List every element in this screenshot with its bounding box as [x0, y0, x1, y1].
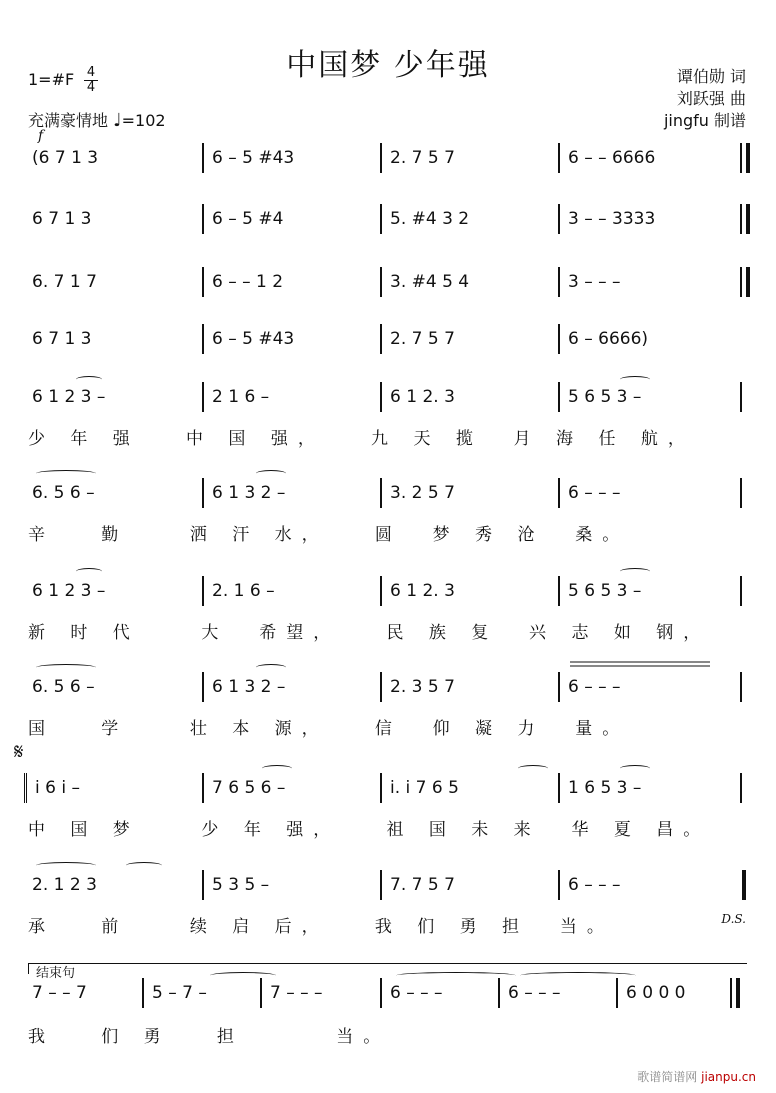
slur	[36, 862, 96, 869]
slur	[76, 376, 102, 383]
quarter-note-icon: ♩	[113, 110, 122, 131]
music-row-1	[24, 143, 750, 173]
dal-segno-mark: D.S.	[721, 912, 746, 926]
song-title: 中国梦 少年强	[286, 48, 490, 83]
barline	[740, 267, 750, 297]
slur	[210, 972, 276, 979]
measure: 5. #4 3 2	[380, 204, 558, 234]
measure: 6 1 3 2 –	[202, 478, 380, 508]
measure: 3 – – 3333	[558, 204, 734, 234]
barline	[740, 382, 742, 412]
ending-bracket	[28, 963, 747, 974]
tie-line	[570, 660, 710, 670]
measure: 3. #4 5 4	[380, 267, 558, 297]
watermark	[637, 1068, 756, 1085]
music-row-11	[24, 978, 740, 1008]
measure: 6 – – 1 2	[202, 267, 380, 297]
composer-credit: 刘跃强 曲	[676, 89, 746, 108]
watermark-site: 歌谱简谱网	[637, 1070, 698, 1084]
slur	[620, 765, 650, 772]
measure: 5 6 5 3 –	[558, 382, 734, 412]
slur	[396, 972, 516, 979]
lyric-line-7: 我 们 勇 担 当。	[28, 1027, 391, 1047]
key-signature: 1=#F	[28, 70, 75, 89]
measure: 6 – – –	[558, 478, 734, 508]
barline	[740, 672, 742, 702]
lyric-line-3: 新 时 代 大 希望， 民 族 复 兴 志 如 钢，	[28, 623, 711, 643]
slur	[126, 862, 162, 869]
measure: 6 1 2 3 –	[32, 387, 106, 407]
slur	[620, 376, 650, 383]
measure: 6 – 5 #43	[202, 324, 380, 354]
dynamic-marking: f	[38, 128, 44, 144]
time-signature-bottom: 4	[84, 80, 98, 95]
transcriber-credit: jingfu 制谱	[663, 111, 746, 130]
repeat-end-barline	[732, 870, 746, 900]
watermark-url: jianpu.cn	[701, 1070, 756, 1084]
measure: 7 – – –	[260, 978, 380, 1008]
measure: 6 7 1 3	[32, 329, 92, 349]
music-row-7	[24, 576, 742, 606]
measure: (6 7 1 3	[32, 148, 99, 168]
measure: 6 1 2. 3	[380, 382, 558, 412]
barline	[740, 576, 742, 606]
barline	[740, 478, 742, 508]
music-row-2	[24, 204, 750, 234]
measure: 5 6 5 3 –	[558, 576, 734, 606]
slur	[256, 470, 286, 477]
measure: 2. 7 5 7	[380, 143, 558, 173]
music-row-10	[24, 870, 746, 900]
measure: 6. 5 6 –	[32, 677, 95, 697]
lyric-line-4: 国 学 壮 本 源， 信 仰 凝 力 量。	[28, 719, 630, 739]
music-row-9	[24, 773, 742, 803]
lyric-line-5: 中 国 梦 少 年 强， 祖 国 未 来 华 夏 昌。	[28, 820, 711, 840]
measure: 6 7 1 3	[32, 209, 92, 229]
lyric-line-6: 承 前 续 启 后， 我 们 勇 担 当。	[28, 917, 614, 937]
measure: 6 – 5 #4	[202, 204, 380, 234]
measure: 2. 1 6 –	[202, 576, 380, 606]
ending-label: 结束句	[36, 966, 76, 981]
time-signature-top: 4	[86, 65, 96, 80]
measure: 7. 7 5 7	[380, 870, 558, 900]
music-row-4	[24, 324, 734, 354]
measure: 6 1 3 2 –	[202, 672, 380, 702]
measure: 5 3 5 –	[202, 870, 380, 900]
measure: 6. 7 1 7	[32, 272, 97, 292]
measure: 2. 7 5 7	[380, 324, 558, 354]
measure: 7 6 5 6 –	[202, 773, 380, 803]
slur	[76, 568, 102, 575]
lyric-line-1: 少 年 强 中 国 强， 九 天 揽 月 海 任 航，	[28, 429, 695, 449]
measure: 6 – 6666)	[558, 324, 734, 354]
tempo-text: =102	[121, 111, 166, 130]
barline	[740, 773, 742, 803]
slur	[620, 568, 650, 575]
measure: 7 – – 7	[32, 983, 87, 1003]
measure: i 6 i –	[24, 773, 202, 803]
time-signature	[84, 66, 98, 95]
slur	[256, 664, 286, 671]
final-barline	[730, 978, 740, 1008]
measure: 6 0 0 0	[616, 978, 724, 1008]
measure: 5 – 7 –	[142, 978, 260, 1008]
measure: 3. 2 5 7	[380, 478, 558, 508]
measure: 6. 5 6 –	[32, 483, 95, 503]
barline	[740, 143, 750, 173]
measure: 3 – – –	[558, 267, 734, 297]
music-row-6	[24, 478, 742, 508]
measure: 6 1 2. 3	[380, 576, 558, 606]
music-row-8	[24, 672, 742, 702]
measure: 2. 1 2 3	[32, 875, 97, 895]
measure: 6 – – –	[380, 978, 498, 1008]
slur	[520, 972, 636, 979]
measure: 6 – 5 #43	[202, 143, 380, 173]
slur	[36, 470, 96, 477]
measure: 6 – – –	[558, 672, 734, 702]
barline	[740, 204, 750, 234]
expression-marking	[28, 108, 166, 131]
measure: 2. 3 5 7	[380, 672, 558, 702]
measure: i. i 7 6 5	[380, 773, 558, 803]
lyric-line-2: 辛 勤 洒 汗 水， 圆 梦 秀 沧 桑。	[28, 525, 630, 545]
slur	[518, 765, 548, 772]
slur	[36, 664, 96, 671]
measure: 6 1 2 3 –	[32, 581, 106, 601]
lyricist-credit: 谭伯勋 词	[676, 67, 746, 86]
measure: 6 – – –	[498, 978, 616, 1008]
slur	[262, 765, 292, 772]
music-row-5	[24, 382, 742, 412]
measure: 6 – – 6666	[558, 143, 734, 173]
measure: 6 – – –	[558, 870, 728, 900]
measure: 1 6 5 3 –	[558, 773, 734, 803]
music-row-3	[24, 267, 750, 297]
segno-sign: 𝄋	[14, 740, 24, 765]
measure: 2 1 6 –	[202, 382, 380, 412]
expression-text: 充满豪情地	[28, 111, 109, 130]
